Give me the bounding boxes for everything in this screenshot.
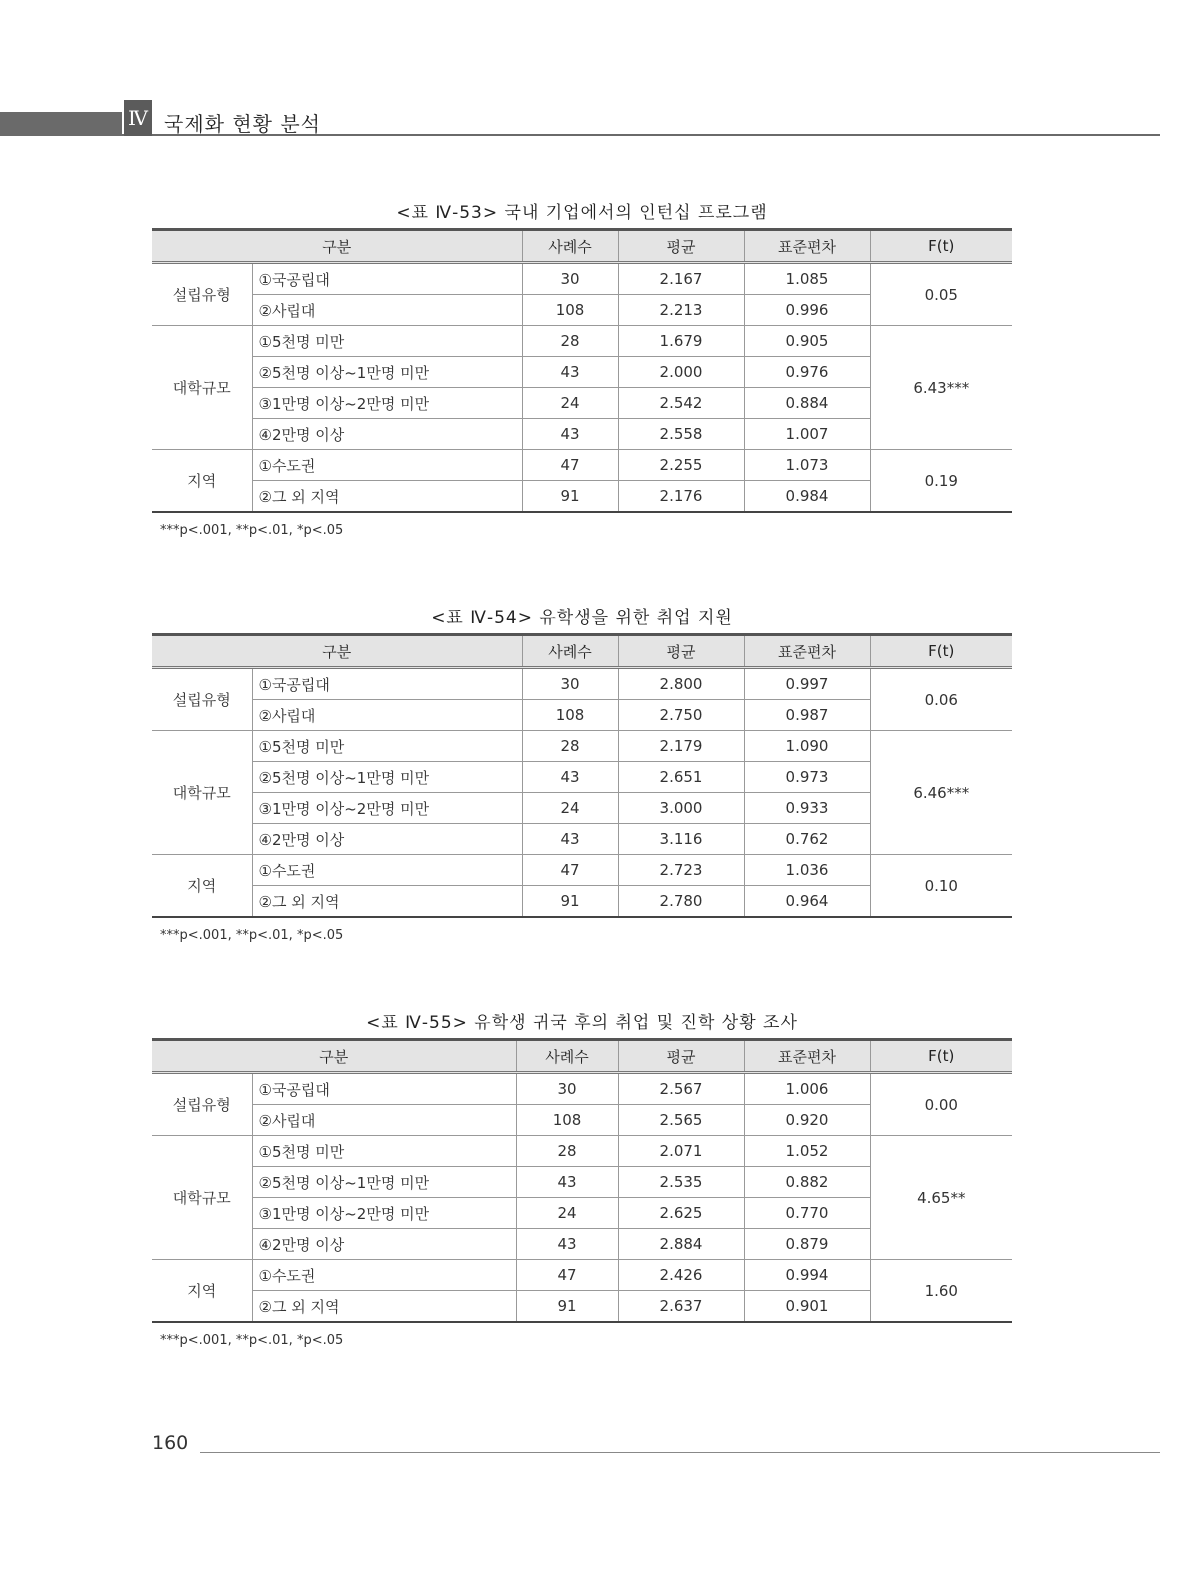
- mean-value: 2.255: [618, 450, 744, 481]
- significance-note: ***p<.001, **p<.01, *p<.05: [160, 928, 344, 943]
- item-label: ①5천명 미만: [252, 326, 522, 357]
- item-label: ③1만명 이상~2만명 미만: [252, 793, 522, 824]
- case-count: 108: [522, 295, 618, 326]
- page-number: 160: [152, 1432, 189, 1454]
- group-label: 설립유형: [172, 1096, 231, 1114]
- f-statistic: 0.06: [870, 668, 1012, 731]
- item-label: ①수도권: [252, 1260, 516, 1291]
- table-row: [152, 1260, 1012, 1291]
- case-count: 28: [522, 731, 618, 762]
- sd-value: 0.884: [744, 388, 870, 419]
- case-count: 47: [516, 1260, 618, 1291]
- stat-table: [152, 633, 1012, 918]
- sd-value: 1.085: [744, 263, 870, 295]
- item-label: ②사립대: [252, 295, 522, 326]
- sd-value: 0.984: [744, 481, 870, 513]
- mean-value: 3.000: [618, 793, 744, 824]
- mean-value: 2.637: [618, 1291, 744, 1323]
- f-statistic: 0.10: [870, 855, 1012, 918]
- sd-value: 0.770: [744, 1198, 870, 1229]
- case-count: 43: [522, 357, 618, 388]
- table-row: [152, 450, 1012, 481]
- column-header: 평균: [618, 230, 744, 263]
- mean-value: 2.167: [618, 263, 744, 295]
- sd-value: 0.996: [744, 295, 870, 326]
- case-count: 24: [516, 1198, 618, 1229]
- mean-value: 2.567: [618, 1073, 744, 1105]
- mean-value: 2.213: [618, 295, 744, 326]
- column-header: F(t): [870, 635, 1012, 668]
- mean-value: 2.558: [618, 419, 744, 450]
- item-label: ②5천명 이상~1만명 미만: [252, 762, 522, 793]
- sd-value: 0.905: [744, 326, 870, 357]
- item-label: ④2만명 이상: [252, 419, 522, 450]
- table-row: [152, 668, 1012, 700]
- table-caption: <표 Ⅳ-54> 유학생을 위한 취업 지원: [431, 608, 733, 628]
- item-label: ②사립대: [252, 700, 522, 731]
- page-footer: [0, 1430, 1182, 1460]
- mean-value: 2.723: [618, 855, 744, 886]
- item-label: ②사립대: [252, 1105, 516, 1136]
- column-header: 표준편차: [744, 1040, 870, 1073]
- mean-value: 2.071: [618, 1136, 744, 1167]
- mean-value: 2.651: [618, 762, 744, 793]
- case-count: 108: [522, 700, 618, 731]
- sd-value: 0.994: [744, 1260, 870, 1291]
- case-count: 108: [516, 1105, 618, 1136]
- item-label: ①5천명 미만: [252, 1136, 516, 1167]
- mean-value: 2.535: [618, 1167, 744, 1198]
- column-header: 표준편차: [744, 635, 870, 668]
- group-label: 지역: [152, 450, 252, 513]
- mean-value: 2.565: [618, 1105, 744, 1136]
- item-label: ②그 외 지역: [252, 886, 522, 918]
- sd-value: 0.901: [744, 1291, 870, 1323]
- case-count: 43: [522, 419, 618, 450]
- column-header: 구분: [152, 230, 522, 263]
- item-label: ①5천명 미만: [252, 731, 522, 762]
- group-label: 대학규모: [152, 731, 252, 855]
- sd-value: 1.007: [744, 419, 870, 450]
- sd-value: 1.090: [744, 731, 870, 762]
- f-statistic: 6.46***: [870, 731, 1012, 855]
- sd-value: 0.973: [744, 762, 870, 793]
- sd-value: 0.976: [744, 357, 870, 388]
- column-header: 평균: [618, 635, 744, 668]
- case-count: 91: [522, 886, 618, 918]
- table-block-2: [152, 603, 1012, 943]
- mean-value: 3.116: [618, 824, 744, 855]
- column-header: 구분: [152, 1040, 516, 1073]
- column-header: 표준편차: [744, 230, 870, 263]
- table-row: [152, 1073, 1012, 1105]
- table-block-3: [152, 1008, 1012, 1348]
- item-label: ③1만명 이상~2만명 미만: [252, 388, 522, 419]
- item-label: ③1만명 이상~2만명 미만: [252, 1198, 516, 1229]
- group-label: 대학규모: [152, 326, 252, 450]
- stat-table: [152, 228, 1012, 513]
- case-count: 24: [522, 388, 618, 419]
- f-statistic: 1.60: [870, 1260, 1012, 1323]
- table-row: [152, 855, 1012, 886]
- header-tab-bar: [0, 112, 122, 136]
- mean-value: 2.000: [618, 357, 744, 388]
- sd-value: 1.052: [744, 1136, 870, 1167]
- mean-value: 2.179: [618, 731, 744, 762]
- mean-value: 1.679: [618, 326, 744, 357]
- chapter-title: 국제화 현황 분석: [164, 112, 321, 136]
- case-count: 28: [516, 1136, 618, 1167]
- item-label: ②그 외 지역: [252, 481, 522, 513]
- significance-note: ***p<.001, **p<.01, *p<.05: [160, 523, 344, 538]
- sd-value: 0.933: [744, 793, 870, 824]
- item-label: ④2만명 이상: [252, 1229, 516, 1260]
- case-count: 43: [522, 824, 618, 855]
- group-label: 설립유형: [172, 691, 231, 709]
- table-row: [152, 731, 1012, 762]
- case-count: 43: [516, 1229, 618, 1260]
- item-label: ②5천명 이상~1만명 미만: [252, 357, 522, 388]
- column-header: 사례수: [522, 230, 618, 263]
- case-count: 24: [522, 793, 618, 824]
- mean-value: 2.884: [618, 1229, 744, 1260]
- case-count: 43: [522, 762, 618, 793]
- case-count: 43: [516, 1167, 618, 1198]
- table-caption: <표 Ⅳ-55> 유학생 귀국 후의 취업 및 진학 상황 조사: [366, 1013, 798, 1033]
- mean-value: 2.780: [618, 886, 744, 918]
- column-header: 사례수: [522, 635, 618, 668]
- item-label: ①국공립대: [252, 668, 522, 700]
- case-count: 91: [516, 1291, 618, 1323]
- case-count: 47: [522, 450, 618, 481]
- f-statistic: 0.19: [870, 450, 1012, 513]
- sd-value: 0.762: [744, 824, 870, 855]
- group-label: 설립유형: [172, 286, 231, 304]
- sd-value: 0.987: [744, 700, 870, 731]
- case-count: 30: [522, 668, 618, 700]
- sd-value: 0.964: [744, 886, 870, 918]
- mean-value: 2.176: [618, 481, 744, 513]
- f-statistic: 0.00: [870, 1073, 1012, 1136]
- sd-value: 0.879: [744, 1229, 870, 1260]
- sd-value: 1.006: [744, 1073, 870, 1105]
- column-header: F(t): [870, 1040, 1012, 1073]
- mean-value: 2.750: [618, 700, 744, 731]
- item-label: ②5천명 이상~1만명 미만: [252, 1167, 516, 1198]
- mean-value: 2.426: [618, 1260, 744, 1291]
- sd-value: 0.882: [744, 1167, 870, 1198]
- case-count: 47: [522, 855, 618, 886]
- sd-value: 1.036: [744, 855, 870, 886]
- f-statistic: 4.65**: [870, 1136, 1012, 1260]
- significance-note: ***p<.001, **p<.01, *p<.05: [160, 1333, 344, 1348]
- item-label: ①국공립대: [252, 1073, 516, 1105]
- f-statistic: 6.43***: [870, 326, 1012, 450]
- item-label: ①수도권: [252, 450, 522, 481]
- table-block-1: [152, 198, 1012, 538]
- group-label: 대학규모: [152, 1136, 252, 1260]
- f-statistic: 0.05: [870, 263, 1012, 326]
- table-caption: <표 Ⅳ-53> 국내 기업에서의 인턴십 프로그램: [396, 203, 768, 223]
- table-row: [152, 1136, 1012, 1167]
- group-label: 지역: [152, 855, 252, 918]
- item-label: ②그 외 지역: [252, 1291, 516, 1323]
- footer-rule: [200, 1452, 1160, 1453]
- column-header: F(t): [870, 230, 1012, 263]
- mean-value: 2.542: [618, 388, 744, 419]
- item-label: ①국공립대: [252, 263, 522, 295]
- stat-table: [152, 1038, 1012, 1323]
- column-header: 사례수: [516, 1040, 618, 1073]
- case-count: 30: [522, 263, 618, 295]
- case-count: 28: [522, 326, 618, 357]
- sd-value: 1.073: [744, 450, 870, 481]
- mean-value: 2.625: [618, 1198, 744, 1229]
- mean-value: 2.800: [618, 668, 744, 700]
- item-label: ④2만명 이상: [252, 824, 522, 855]
- running-header: [0, 100, 1182, 140]
- item-label: ①수도권: [252, 855, 522, 886]
- chapter-badge: Ⅳ: [124, 100, 152, 136]
- group-label: 지역: [152, 1260, 252, 1323]
- column-header: 구분: [152, 635, 522, 668]
- table-row: [152, 326, 1012, 357]
- case-count: 91: [522, 481, 618, 513]
- case-count: 30: [516, 1073, 618, 1105]
- sd-value: 0.997: [744, 668, 870, 700]
- table-row: [152, 263, 1012, 295]
- column-header: 평균: [618, 1040, 744, 1073]
- sd-value: 0.920: [744, 1105, 870, 1136]
